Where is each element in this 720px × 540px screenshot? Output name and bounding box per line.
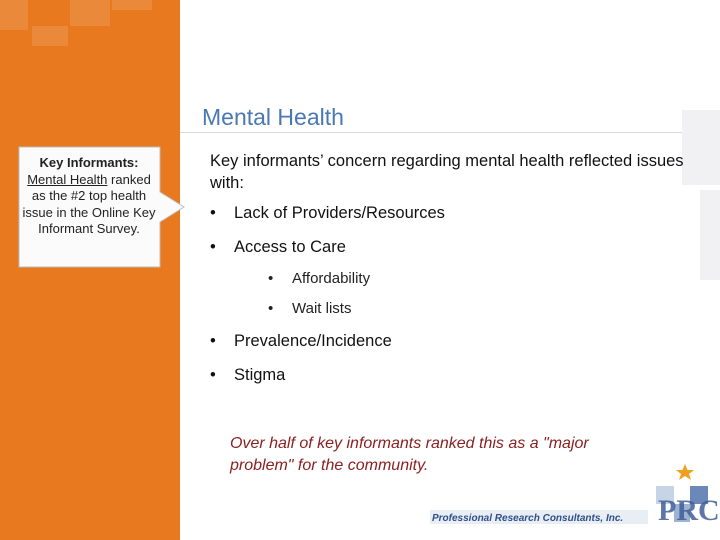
decorative-square bbox=[32, 26, 68, 46]
bullet-dot: • bbox=[210, 366, 216, 384]
bullet-item bbox=[210, 366, 285, 385]
bullet-label: Stigma bbox=[234, 366, 286, 384]
callout-box bbox=[18, 146, 186, 268]
bullet-item bbox=[210, 238, 346, 257]
bullet-label: Access to Care bbox=[234, 238, 346, 256]
page-title: Mental Health bbox=[202, 104, 344, 130]
sidebar-panel bbox=[0, 0, 180, 540]
callout-text bbox=[22, 155, 156, 238]
bullet-dot: • bbox=[268, 300, 274, 317]
bullet-label: Prevalence/Incidence bbox=[234, 332, 392, 350]
callout-heading: Key Informants: bbox=[39, 155, 139, 170]
bullet-item bbox=[210, 332, 392, 351]
bullet-dot: • bbox=[210, 204, 216, 222]
callout-body: ranked as the #2 top health issue in the Online Key Informant Survey. bbox=[22, 171, 156, 236]
sub-bullet-item bbox=[268, 300, 351, 317]
callout-topic: Mental Health bbox=[27, 171, 108, 187]
bullet-label: Lack of Providers/Resources bbox=[234, 204, 445, 222]
sub-bullet-label: Affordability bbox=[292, 270, 371, 287]
sub-bullet-item bbox=[268, 270, 370, 287]
decorative-square bbox=[70, 0, 110, 26]
intro-text: Key informants’ concern regarding mental health reflected issues with: bbox=[210, 152, 684, 192]
bullet-dot: • bbox=[210, 238, 216, 256]
sub-bullet-label: Wait lists bbox=[292, 300, 352, 317]
decorative-square bbox=[112, 0, 152, 10]
bullet-dot: • bbox=[268, 270, 274, 287]
logo-mark: PRC bbox=[658, 494, 720, 527]
decorative-square bbox=[700, 190, 720, 280]
logo-company-name: Professional Research Consultants, Inc. bbox=[432, 513, 624, 524]
bullet-item bbox=[210, 204, 445, 223]
bullet-dot: • bbox=[210, 332, 216, 350]
company-logo bbox=[430, 462, 720, 532]
prc-logo-graphic bbox=[430, 462, 720, 532]
decorative-square bbox=[0, 0, 28, 30]
header-divider bbox=[180, 132, 720, 133]
summary-note: Over half of key informants ranked this as a "major problem" for the community. bbox=[230, 435, 589, 474]
